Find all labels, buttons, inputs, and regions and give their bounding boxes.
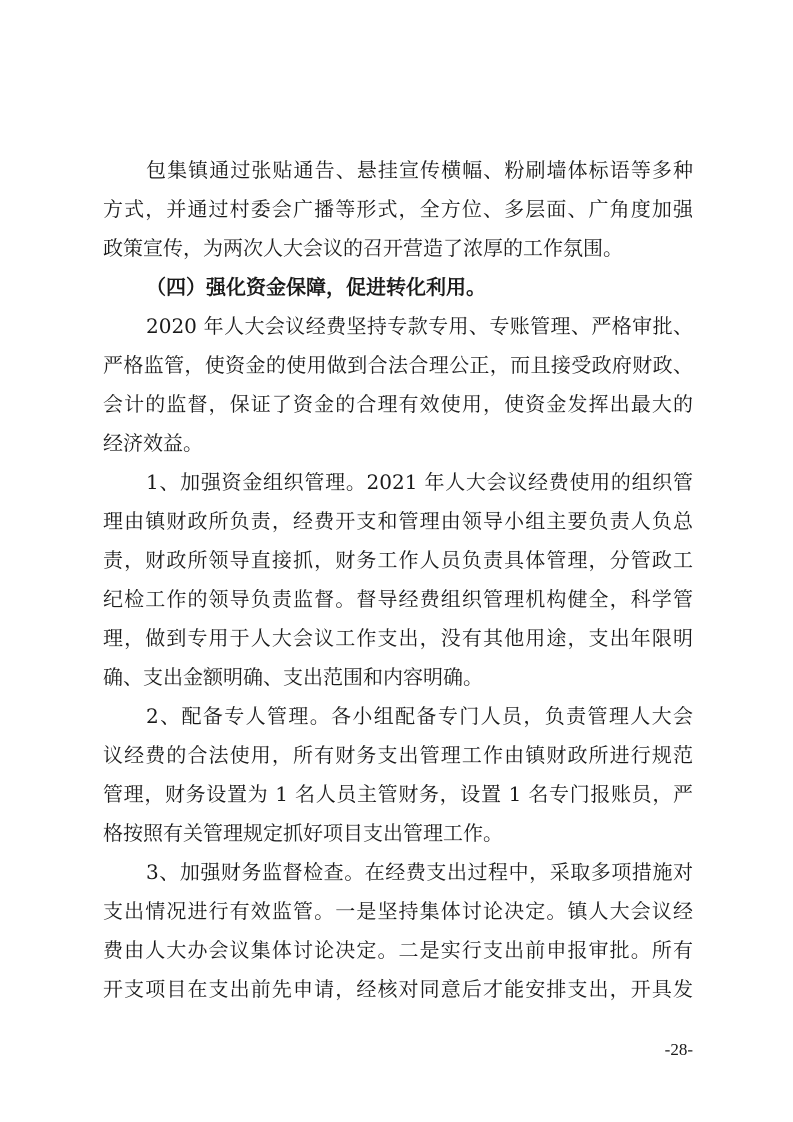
text-line: 议经费的合法使用，所有财务支出管理工作由镇财政所进行规范	[103, 743, 693, 767]
section-heading: （四）强化资金保障，促进转化利用。	[146, 275, 486, 299]
text-line: 包集镇通过张贴通告、悬挂宣传横幅、粉刷墙体标语等多种	[146, 158, 693, 182]
text-line: 政策宣传，为两次人大会议的召开营造了浓厚的工作氛围。	[103, 236, 623, 260]
text-line: 格按照有关管理规定抓好项目支出管理工作。	[103, 821, 503, 845]
text-line: 2020 年人大会议经费坚持专款专用、专账管理、严格审批、	[146, 314, 693, 338]
text-line: 理，做到专用于人大会议工作支出，没有其他用途，支出年限明	[103, 626, 693, 650]
text-line: 经济效益。	[103, 431, 203, 455]
text-line: 1、加强资金组织管理。2021 年人大会议经费使用的组织管	[146, 470, 693, 494]
text-line: 开支项目在支出前先申请，经核对同意后才能安排支出，开具发	[103, 977, 693, 1001]
text-line: 方式，并通过村委会广播等形式，全方位、多层面、广角度加强	[103, 197, 693, 221]
text-line: 严格监管，使资金的使用做到合法合理公正，而且接受政府财政、	[103, 353, 693, 377]
text-line: 责，财政所领导直接抓，财务工作人员负责具体管理，分管政工	[103, 548, 693, 572]
text-line: 费由人大办会议集体讨论决定。二是实行支出前申报审批。所有	[103, 938, 693, 962]
text-line: 管理，财务设置为 1 名人员主管财务，设置 1 名专门报账员，严	[103, 782, 693, 806]
text-line: 支出情况进行有效监管。一是坚持集体讨论决定。镇人大会议经	[103, 899, 693, 923]
text-line: 确、支出金额明确、支出范围和内容明确。	[103, 665, 483, 689]
text-line: 2、配备专人管理。各小组配备专门人员，负责管理人大会	[146, 704, 693, 728]
page-number: -28-	[664, 1040, 693, 1059]
text-line: 理由镇财政所负责，经费开支和管理由领导小组主要负责人负总	[103, 509, 693, 533]
text-line: 纪检工作的领导负责监督。督导经费组织管理机构健全，科学管	[103, 587, 693, 611]
text-line: 会计的监督，保证了资金的合理有效使用，使资金发挥出最大的	[103, 392, 693, 416]
text-line: 3、加强财务监督检查。在经费支出过程中，采取多项措施对	[146, 860, 693, 884]
